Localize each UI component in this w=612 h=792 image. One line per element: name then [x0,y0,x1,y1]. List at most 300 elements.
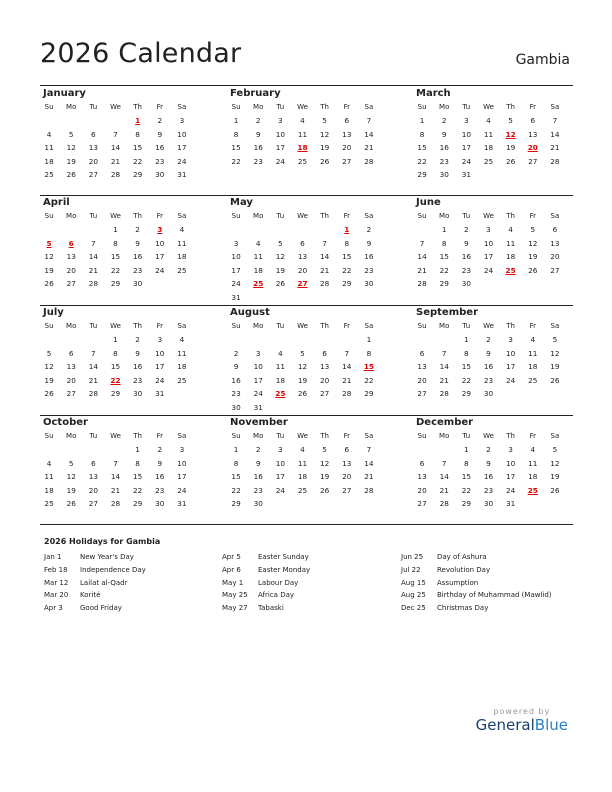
day-cell: 10 [275,458,285,468]
day-cell: 3 [486,225,491,234]
day-cell: 10 [505,348,516,358]
weekday-header: Tu [462,432,471,440]
empty-day-cell [106,114,128,128]
month-days-grid [227,210,382,304]
day-cell: 3 [157,335,163,344]
weekday-header: Tu [462,322,471,330]
weekday-header: Mo [253,212,264,220]
day-cell: 20 [417,485,427,495]
day-cell: 16 [483,362,494,371]
day-cell: 29 [231,499,241,508]
day-cell: 20 [66,265,76,275]
day-cell: 16 [253,472,263,481]
day-cell: 3 [278,116,283,125]
month-november [227,417,382,511]
holiday-name: Good Friday [80,604,122,613]
day-cell: 4 [300,445,305,454]
holiday-date: May 27 [222,604,248,613]
day-cell: 24 [505,375,516,385]
holiday-day-cell: 20 [527,143,538,152]
weekday-header: We [110,103,121,111]
month-days-grid [413,101,568,182]
day-cell: 28 [439,499,449,508]
weekday-header: Fr [156,432,163,440]
weekday-header: Fr [529,432,536,440]
day-cell: 31 [461,170,471,179]
day-cell: 9 [233,362,239,371]
day-cell: 5 [300,348,305,358]
holiday-name: Independence Day [80,565,146,574]
day-cell: 6 [552,225,558,234]
empty-day-cell [338,333,360,347]
day-cell: 8 [233,129,239,139]
day-cell: 11 [177,348,187,358]
day-cell: 9 [255,458,261,468]
day-cell: 10 [253,362,263,371]
day-cell: 5 [530,225,536,234]
day-cell: 11 [44,472,54,481]
weekday-header: Th [133,322,142,330]
day-cell: 6 [344,445,350,454]
day-cell: 17 [275,472,285,481]
day-cell: 13 [319,362,330,371]
empty-day-cell [227,333,249,347]
day-cell: 15 [132,143,143,152]
day-cell: 17 [177,472,187,481]
month-september [413,307,568,401]
day-cell: 8 [419,129,425,139]
day-cell: 4 [300,116,305,125]
day-cell: 4 [46,458,52,468]
day-cell: 12 [528,238,538,248]
weekday-header: Su [44,212,54,220]
weekday-header: Th [133,432,142,440]
empty-day-cell [40,114,62,128]
day-cell: 2 [255,445,261,454]
day-cell: 25 [177,375,187,385]
weekday-header: Sa [177,322,187,330]
empty-day-cell [62,443,84,457]
month-name: January [43,88,86,99]
day-cell: 12 [275,252,285,261]
day-cell: 3 [179,116,185,125]
empty-day-cell [40,333,62,347]
holiday-day-cell: 27 [297,279,308,288]
empty-day-cell [413,443,435,457]
day-cell: 27 [550,265,560,275]
day-cell: 7 [552,116,558,125]
empty-day-cell [84,114,106,128]
day-cell: 8 [113,348,118,358]
weekday-header: Th [133,103,142,111]
day-cell: 11 [44,143,54,152]
weekday-header: Fr [343,322,350,330]
weekday-header: We [297,322,308,330]
day-cell: 17 [231,265,241,275]
day-cell: 6 [91,129,96,139]
day-cell: 5 [322,116,327,125]
month-october [40,417,195,511]
day-cell: 23 [253,156,263,166]
weekday-header: Fr [529,322,536,330]
day-cell: 27 [88,499,98,508]
empty-day-cell [413,333,435,347]
holiday-day-cell: 18 [297,143,308,152]
day-cell: 1 [419,116,425,125]
day-cell: 31 [155,389,165,398]
day-cell: 13 [88,472,98,481]
day-cell: 20 [66,375,76,385]
holiday-date: Aug 15 [401,578,426,587]
weekday-header: Th [320,103,329,111]
brand-name-general: General [475,716,535,734]
holiday-row [401,577,571,590]
day-cell: 14 [342,362,352,371]
day-cell: 16 [132,362,143,371]
day-cell: 17 [483,252,494,261]
empty-day-cell [106,443,128,457]
day-cell: 27 [88,170,98,179]
day-cell: 22 [132,156,143,166]
month-april [40,197,195,291]
day-cell: 14 [364,129,374,139]
day-cell: 19 [297,375,308,385]
empty-day-cell [249,223,271,237]
day-cell: 2 [441,116,447,125]
day-cell: 25 [177,265,187,275]
day-cell: 23 [253,485,263,495]
holiday-name: Revolution Day [437,565,491,574]
day-cell: 15 [417,143,427,152]
empty-day-cell [293,333,315,347]
day-cell: 27 [417,499,427,508]
weekday-header: Th [506,432,515,440]
day-cell: 29 [132,499,143,508]
day-cell: 17 [155,362,165,371]
day-cell: 1 [113,225,118,234]
day-cell: 29 [461,499,471,508]
day-cell: 1 [441,225,447,234]
holiday-name: Korité [80,591,101,600]
day-cell: 26 [66,499,76,508]
day-cell: 15 [110,362,121,371]
day-cell: 21 [364,472,374,481]
day-cell: 11 [177,238,187,248]
powered-by-text: powered by [493,707,551,716]
day-cell: 26 [319,485,330,495]
day-cell: 14 [319,252,330,261]
day-cell: 2 [366,225,372,234]
day-cell: 21 [342,375,352,385]
day-cell: 19 [44,265,54,275]
weekday-header: Su [417,322,427,330]
day-cell: 17 [505,362,516,371]
month-january [40,88,195,182]
weekday-header: Mo [66,212,77,220]
day-cell: 14 [88,362,98,371]
day-cell: 4 [530,445,536,454]
weekday-header: Fr [343,432,350,440]
day-cell: 24 [253,389,263,398]
day-cell: 21 [319,265,330,275]
month-days-grid [227,320,382,414]
day-cell: 23 [483,485,494,495]
day-cell: 30 [155,170,165,179]
weekday-header: We [110,432,121,440]
day-cell: 27 [66,389,76,398]
day-cell: 3 [233,238,239,248]
holiday-date: Apr 6 [222,565,241,574]
day-cell: 4 [278,348,283,358]
weekday-header: Su [231,212,241,220]
day-cell: 3 [508,445,513,454]
day-cell: 6 [344,116,350,125]
holiday-row [222,577,392,590]
day-cell: 1 [233,116,239,125]
day-cell: 17 [177,143,187,152]
day-cell: 27 [417,389,427,398]
holiday-day-cell: 22 [110,375,121,385]
day-cell: 24 [505,485,516,495]
holiday-day-cell: 25 [505,265,516,275]
month-name: August [230,307,270,318]
day-cell: 8 [135,129,140,139]
day-cell: 20 [342,472,352,481]
weekday-header: We [110,322,121,330]
day-cell: 2 [486,445,491,454]
empty-day-cell [84,223,106,237]
day-cell: 21 [110,485,121,495]
day-cell: 14 [88,252,98,261]
day-cell: 27 [319,389,330,398]
day-cell: 23 [364,265,374,275]
holiday-row [222,564,392,577]
day-cell: 26 [505,156,516,166]
day-cell: 28 [110,499,121,508]
day-cell: 16 [231,375,241,385]
day-cell: 27 [66,279,76,288]
holiday-row [44,602,214,615]
day-cell: 15 [461,472,471,481]
day-cell: 18 [275,375,285,385]
day-cell: 26 [550,485,560,495]
day-cell: 30 [132,389,143,398]
brand-name-blue: Blue [534,716,568,734]
day-cell: 20 [88,485,98,495]
weekday-header: Mo [439,103,450,111]
day-cell: 17 [505,472,516,481]
day-cell: 14 [439,362,449,371]
day-cell: 14 [110,472,121,481]
day-cell: 25 [297,156,308,166]
divider [40,195,573,196]
holiday-row [401,551,571,564]
month-days-grid [413,320,568,401]
day-cell: 24 [155,265,165,275]
day-cell: 7 [366,445,372,454]
day-cell: 22 [417,156,427,166]
month-name: February [230,88,281,99]
day-cell: 21 [439,375,449,385]
divider [40,415,573,416]
day-cell: 21 [417,265,427,275]
day-cell: 2 [135,335,140,344]
holiday-name: Africa Day [258,591,295,600]
weekday-header: Sa [177,432,187,440]
holidays-title: 2026 Holidays for Gambia [44,537,161,546]
day-cell: 15 [342,252,352,261]
weekday-header: Fr [529,103,536,111]
day-cell: 15 [132,472,143,481]
month-name: June [416,197,441,208]
day-cell: 7 [113,129,118,139]
month-name: September [416,307,478,318]
holiday-column [401,551,571,615]
day-cell: 17 [155,252,165,261]
day-cell: 31 [231,292,241,302]
day-cell: 10 [505,458,516,468]
day-cell: 22 [461,485,471,495]
day-cell: 6 [419,348,425,358]
weekday-header: Su [417,212,427,220]
weekday-header: Sa [550,432,560,440]
day-cell: 28 [319,279,330,288]
day-cell: 13 [342,129,352,139]
day-cell: 1 [464,445,469,454]
day-cell: 10 [177,458,187,468]
day-cell: 5 [552,335,558,344]
holiday-row [44,589,214,602]
day-cell: 13 [417,472,427,481]
month-july [40,307,195,401]
weekday-header: Fr [156,212,163,220]
day-cell: 19 [66,485,76,495]
holiday-row [401,589,571,602]
day-cell: 25 [44,499,54,508]
weekday-header: Tu [89,432,98,440]
holiday-row [222,589,392,602]
weekday-header: Fr [529,212,536,220]
day-cell: 23 [231,389,241,398]
empty-day-cell [62,223,84,237]
day-cell: 2 [255,116,261,125]
day-cell: 8 [344,238,350,248]
weekday-header: Th [506,322,515,330]
day-cell: 5 [46,348,52,358]
holiday-day-cell: 6 [68,238,74,248]
day-cell: 4 [255,238,261,248]
weekday-header: Sa [364,212,374,220]
day-cell: 2 [157,116,163,125]
day-cell: 7 [344,348,350,358]
month-days-grid [413,210,568,291]
day-cell: 21 [364,143,374,152]
day-cell: 1 [366,335,372,344]
day-cell: 10 [275,129,285,139]
day-cell: 31 [505,499,516,508]
empty-day-cell [62,114,84,128]
weekday-header: We [297,103,308,111]
day-cell: 12 [319,129,330,139]
weekday-header: Tu [276,212,285,220]
day-cell: 1 [113,335,118,344]
month-may [227,197,382,304]
day-cell: 14 [110,143,121,152]
holiday-date: Apr 5 [222,553,241,561]
empty-day-cell [435,443,457,457]
month-days-grid [227,430,382,511]
holiday-date: May 1 [222,578,244,587]
day-cell: 29 [417,170,427,179]
holiday-name: New Year's Day [80,553,134,561]
weekday-header: We [483,212,494,220]
day-cell: 23 [132,265,143,275]
day-cell: 10 [483,238,494,248]
day-cell: 18 [483,143,494,152]
day-cell: 30 [439,170,449,179]
day-cell: 15 [231,143,241,152]
day-cell: 28 [88,279,98,288]
day-cell: 28 [88,389,98,398]
day-cell: 29 [461,389,471,398]
day-cell: 24 [155,375,165,385]
weekday-header: Su [231,432,241,440]
weekday-header: We [110,212,121,220]
holiday-day-cell: 12 [505,129,516,139]
day-cell: 16 [155,143,165,152]
weekday-header: We [297,212,308,220]
day-cell: 26 [44,279,54,288]
day-cell: 9 [486,348,491,358]
weekday-header: Th [320,322,329,330]
day-cell: 2 [135,225,140,234]
empty-day-cell [293,223,315,237]
day-cell: 23 [461,265,471,275]
day-cell: 25 [483,156,494,166]
day-cell: 14 [439,472,449,481]
weekday-header: Mo [253,322,264,330]
day-cell: 12 [44,252,54,261]
empty-day-cell [316,333,338,347]
day-cell: 18 [177,362,187,371]
day-cell: 29 [364,389,374,398]
day-cell: 10 [155,348,165,358]
day-cell: 11 [505,238,516,248]
day-cell: 18 [297,472,308,481]
day-cell: 24 [177,156,187,166]
day-cell: 29 [439,279,449,288]
day-cell: 9 [255,129,261,139]
day-cell: 8 [464,458,469,468]
day-cell: 24 [483,265,494,275]
day-cell: 13 [66,252,76,261]
holiday-date: Apr 3 [44,604,63,613]
day-cell: 6 [530,116,536,125]
holiday-name: Labour Day [258,578,299,587]
month-december [413,417,568,511]
day-cell: 9 [157,129,163,139]
weekday-header: Tu [89,322,98,330]
month-name: November [230,417,288,428]
holiday-row [44,577,214,590]
day-cell: 14 [364,458,374,468]
day-cell: 15 [110,252,121,261]
day-cell: 6 [419,458,425,468]
weekday-header: Su [231,103,241,111]
day-cell: 20 [342,143,352,152]
day-cell: 15 [231,472,241,481]
day-cell: 19 [505,143,516,152]
